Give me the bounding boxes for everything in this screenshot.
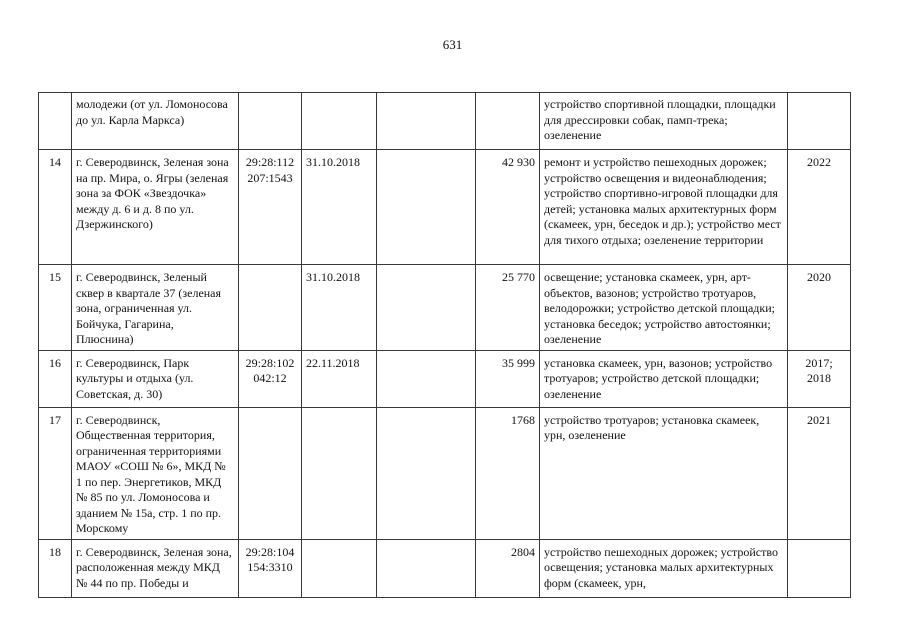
cell-extra xyxy=(377,93,476,150)
cell-extra xyxy=(377,407,476,539)
cell-area: 25 770 xyxy=(476,265,540,351)
cell-name: молодежи (от ул. Ломоносова до ул. Карла Маркса) xyxy=(72,93,239,150)
cell-works: установка скамеек, урн, вазонов; устройство тротуаров; устройство детской площадки; озеленение xyxy=(540,350,788,407)
cell-number: 18 xyxy=(39,539,72,597)
cell-year: 2020 xyxy=(788,265,851,351)
cadastral-part-1: 29:28:104 xyxy=(245,544,295,559)
cell-area: 2804 xyxy=(476,539,540,597)
cell-year xyxy=(788,350,851,407)
cell-area: 42 930 xyxy=(476,150,540,265)
cell-name: г. Северодвинск, Общественная территория, ограниченная территориями МАОУ «СОШ № 6», МКД № 1 по пер. Энергетиков, МКД № 85 по ул. Ломоносова и зданием № 15а, стр. 1 по пр. Морскому xyxy=(72,407,239,539)
cell-date: 22.11.2018 xyxy=(302,350,377,407)
cell-name: г. Северодвинск, Зеленая зона на пр. Мира, о. Ягры (зеленая зона за ФОК «Звездочка» между д. 6 и д. 8 по ул. Дзержинского) xyxy=(72,150,239,265)
cadastral-part-2: 154:3310 xyxy=(247,560,293,574)
cell-year xyxy=(788,93,851,150)
cell-date xyxy=(302,407,377,539)
year-part-2: 2018 xyxy=(807,371,831,385)
cadastral-part-2: 207:1543 xyxy=(247,170,293,185)
cell-works: освещение; установка скамеек, урн, арт-объектов, вазонов; устройство тротуаров, велодорожки; устройство детской площадки; установка беседок; устройство автостоянки; озеленение xyxy=(540,265,788,351)
cell-extra xyxy=(377,150,476,265)
cell-date xyxy=(302,93,377,150)
cell-cadastral xyxy=(239,150,302,265)
cell-works: устройство спортивной площадки, площадки для дрессировки собак, памп-трека; озеленение xyxy=(540,93,788,150)
cadastral-part-1: 29:28:112 xyxy=(245,155,295,169)
cell-cadastral xyxy=(239,265,302,351)
cell-date: 31.10.2018 xyxy=(302,265,377,351)
cell-year xyxy=(788,539,851,597)
cell-name: г. Северодвинск, Зеленая зона, расположенная между МКД № 44 по пр. Победы и xyxy=(72,539,239,597)
table-row xyxy=(39,350,851,407)
cell-extra xyxy=(377,539,476,597)
cell-works: ремонт и устройство пешеходных дорожек; устройство освещения и видеонаблюдения; устройство спортивно-игровой площадки для детей; установка малых архитектурных форм (скамеек, урн, беседок и др.); устройство мест для тихого отдыха; озеленение территории xyxy=(540,150,788,265)
cell-number: 14 xyxy=(39,150,72,265)
cell-cadastral xyxy=(239,407,302,539)
table-row xyxy=(39,93,851,150)
cell-name: г. Северодвинск, Парк культуры и отдыха (ул. Советская, д. 30) xyxy=(72,350,239,407)
cell-cadastral xyxy=(239,350,302,407)
page-number: 631 xyxy=(442,37,463,52)
cadastral-part-1: 29:28:102 xyxy=(245,355,295,370)
table-row xyxy=(39,265,851,351)
cell-works: устройство пешеходных дорожек; устройство освещения; установка малых архитектурных форм (скамеек, урн, xyxy=(540,539,788,597)
cell-area: 35 999 xyxy=(476,350,540,407)
cell-extra xyxy=(377,350,476,407)
cell-year: 2021 xyxy=(788,407,851,539)
cell-area xyxy=(476,93,540,150)
cell-year: 2022 xyxy=(788,150,851,265)
cell-number: 15 xyxy=(39,265,72,351)
cell-cadastral xyxy=(239,539,302,597)
year-part-1: 2017; xyxy=(805,355,833,370)
table-row xyxy=(39,539,851,597)
cell-number: 16 xyxy=(39,350,72,407)
cell-name: г. Северодвинск, Зеленый сквер в квартале 37 (зеленая зона, ограниченная ул. Бойчука, Гагарина, Плюснина) xyxy=(72,265,239,351)
cell-works: устройство тротуаров; установка скамеек, урн, озеленение xyxy=(540,407,788,539)
cadastral-part-2: 042:12 xyxy=(253,371,287,385)
table-row xyxy=(39,150,851,265)
cell-date: 31.10.2018 xyxy=(302,150,377,265)
cell-date xyxy=(302,539,377,597)
cell-cadastral xyxy=(239,93,302,150)
territory-table xyxy=(38,92,851,598)
cell-number xyxy=(39,93,72,150)
table-body xyxy=(39,93,851,598)
cell-number: 17 xyxy=(39,407,72,539)
cell-extra xyxy=(377,265,476,351)
cell-area: 1768 xyxy=(476,407,540,539)
table-row xyxy=(39,407,851,539)
